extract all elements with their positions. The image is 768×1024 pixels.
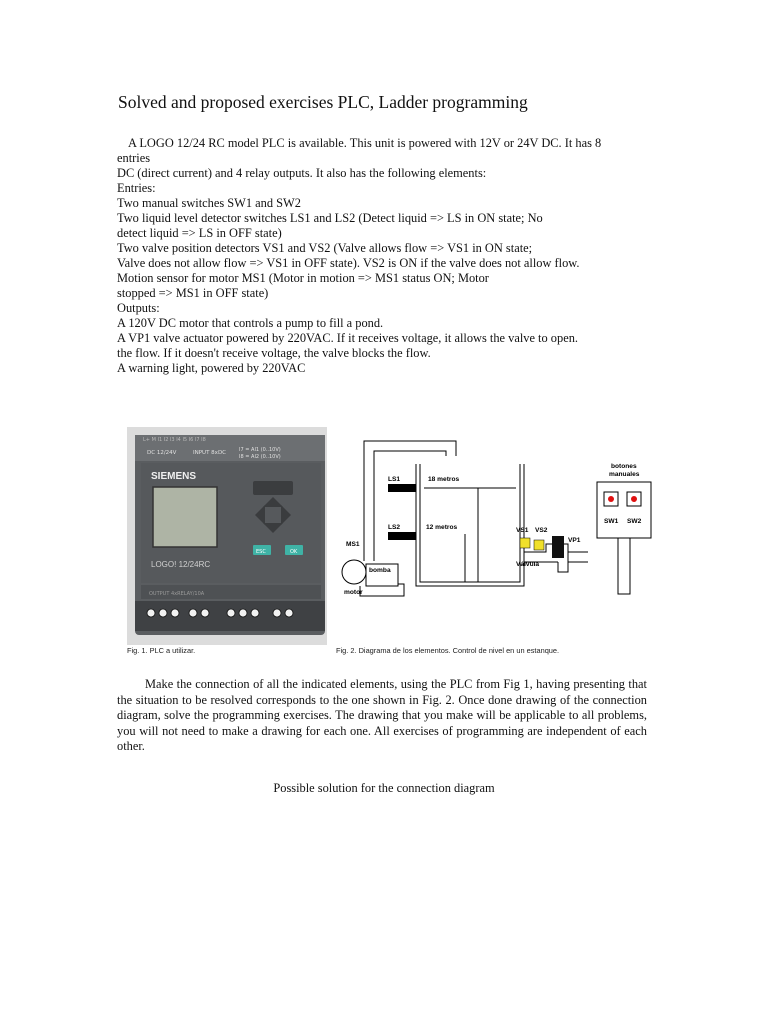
ls1-label: LS1 <box>388 476 401 483</box>
ls2-label: LS2 <box>388 524 401 531</box>
entry-item-continuation: stopped => MS1 in OFF state) <box>117 286 269 300</box>
vp1-label: VP1 <box>568 537 581 544</box>
diagram-illustration <box>340 436 610 606</box>
manual-buttons-panel <box>594 460 654 595</box>
entry-item: Two manual switches SW1 and SW2 <box>117 196 301 210</box>
pump-label: bomba <box>369 567 391 574</box>
vs2-label: VS2 <box>535 527 548 534</box>
output-item: A VP1 valve actuator powered by 220VAC. If it receives voltage, it allows the valve to open. <box>117 331 578 345</box>
plc-dc-label: DC 12/24V <box>147 450 177 456</box>
entry-item-continuation: detect liquid => LS in OFF state) <box>117 226 282 240</box>
level-control-diagram <box>340 436 610 606</box>
output-item: A warning light, powered by 220VAC <box>117 361 306 375</box>
sw1-label: SW1 <box>604 518 619 525</box>
entry-item: Motion sensor for motor MS1 (Motor in motion => MS1 status ON; Motor <box>117 271 489 285</box>
output-item: A 120V DC motor that controls a pump to fill a pond. <box>117 316 384 330</box>
fig2-caption: Fig. 2. Diagrama de los elementos. Control de nivel en un estanque. <box>336 646 560 655</box>
instructions-paragraph: Make the connection of all the indicated elements, using the PLC from Fig 1, having presenting that the situation to be resolved corresponds to the one shown in Fig. 2. Once done drawing of the connection diagram, solve the programming exercises. The drawing that you make will be applicable to all problems, you will not need to make a drawing for each one. All exercises of programming are independent of each other. <box>117 677 647 753</box>
plc-input-label: INPUT 8xDC <box>193 450 227 456</box>
plc-model: LOGO! 12/24RC <box>151 560 211 569</box>
plc-ai2-label: I8 = AI2 (0..10V) <box>239 454 281 460</box>
motor-label: motor <box>344 589 363 596</box>
svg-text:L+ M I1 I2 I3 I4 I5 I6 I7 I8: L+ M I1 I2 I3 I4 I5 I6 I7 I8 <box>143 437 206 443</box>
sw2-label: SW2 <box>627 518 642 525</box>
plc-illustration <box>127 427 327 645</box>
plc-esc-button: ESC <box>256 549 266 555</box>
entry-item-continuation: Valve does not allow flow => VS1 in OFF state). VS2 is ON if the valve does not allow flow. <box>117 256 580 270</box>
fig1-caption: Fig. 1. PLC a utilizar. <box>127 646 196 655</box>
intro-line-3: DC (direct current) and 4 relay outputs. It also has the following elements: <box>117 166 487 180</box>
ms1-label: MS1 <box>346 541 360 548</box>
buttons-title-2: manuales <box>609 471 640 478</box>
vs1-label: VS1 <box>516 527 529 534</box>
entries-heading: Entries: <box>117 181 156 195</box>
ls2-depth: 12 metros <box>426 524 458 531</box>
page-title: Solved and proposed exercises PLC, Ladder programming <box>118 92 528 112</box>
valve-label: Válvula <box>516 561 540 568</box>
output-item-continuation: the flow. If it doesn't receive voltage, the valve blocks the flow. <box>117 346 431 360</box>
outputs-heading: Outputs: <box>117 301 160 315</box>
buttons-title-1: botones <box>611 463 637 470</box>
solution-heading: Possible solution for the connection diagram <box>273 781 495 795</box>
plc-ok-button: OK <box>290 549 298 555</box>
intro-line-1: A LOGO 12/24 RC model PLC is available. This unit is powered with 12V or 24V DC. It has 8 <box>128 136 602 150</box>
plc-brand: SIEMENS <box>151 471 197 482</box>
plc-output-label: OUTPUT 4xRELAY/10A <box>149 591 205 597</box>
entry-item: Two liquid level detector switches LS1 and LS2 (Detect liquid => LS in ON state; No <box>117 211 543 225</box>
ls1-depth: 18 metros <box>428 476 460 483</box>
entry-item: Two valve position detectors VS1 and VS2 (Valve allows flow => VS1 in ON state; <box>117 241 533 255</box>
plc-photo <box>127 427 327 645</box>
intro-line-2: entries <box>117 151 151 165</box>
plc-ai1-label: I7 = AI1 (0..10V) <box>239 447 281 453</box>
manual-buttons-illustration <box>594 460 654 595</box>
